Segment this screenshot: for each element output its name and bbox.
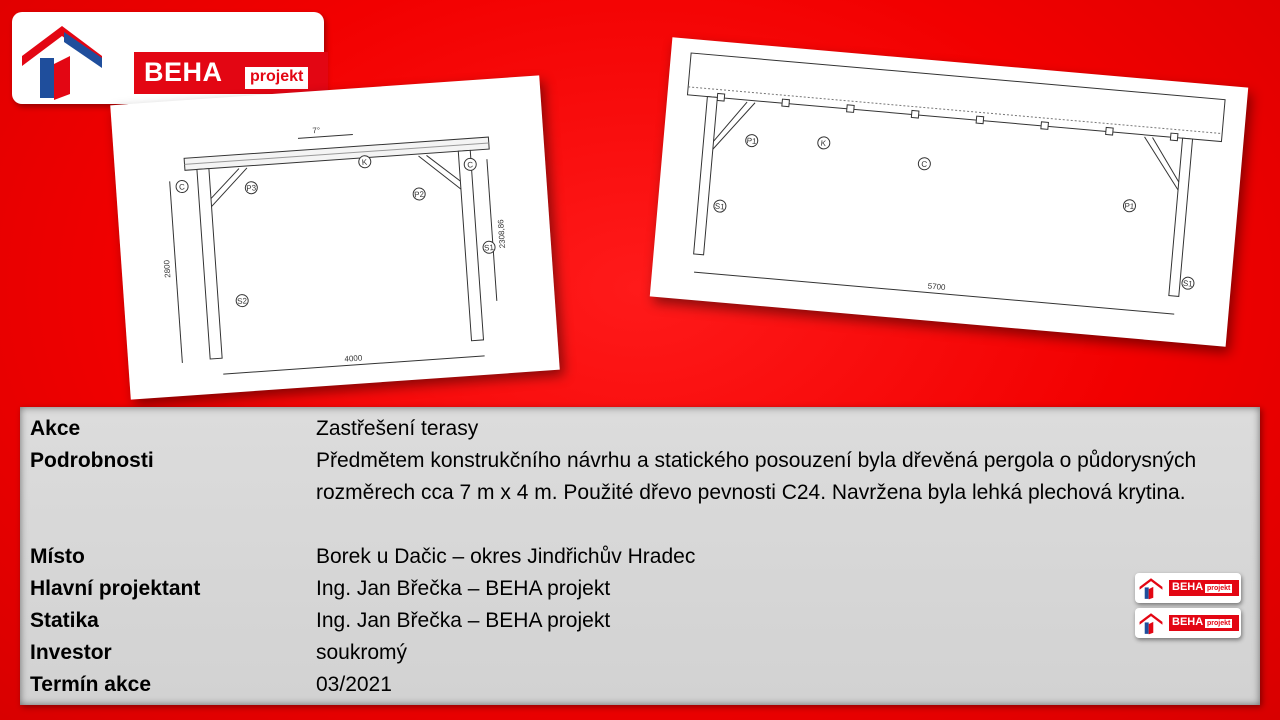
label-c-right: C [466,160,474,170]
row-label: Termín akce [30,673,152,696]
project-info-panel [20,407,1260,705]
label-s1: S1 [483,242,495,253]
side-label-s1-right: S1 [1182,278,1194,289]
side-label-p1-right: P1 [1124,201,1135,212]
row-label: Hlavní projektant [30,577,201,600]
row-label: Místo [30,545,85,568]
mini-brand-suffix: projekt [1207,620,1231,627]
slope-label: 7° [312,125,321,136]
side-label-s1-left: S1 [714,201,726,212]
brand-wordmark [134,52,328,94]
mini-logo-statika [1135,608,1241,638]
row-label: Investor [30,641,112,664]
house-logo-icon [1139,610,1163,636]
row-label: Statika [30,609,99,632]
label-s2: S2 [236,296,248,306]
row-value: soukromý [316,641,408,664]
mini-brand-suffix: projekt [1207,585,1231,592]
row-label: Podrobnosti [30,449,154,472]
pergola-front-drawing [110,75,560,399]
brand-name: BEHA [144,57,223,87]
side-label-c: C [920,159,928,169]
brand-suffix: projekt [245,67,308,89]
row-value: 03/2021 [316,673,392,696]
label-k: K [361,157,368,167]
row-value: Ing. Jan Břečka – BEHA projekt [316,609,611,632]
mini-logo-projektant [1135,573,1241,603]
side-label-k: K [820,138,827,149]
house-logo-icon [20,18,104,102]
inner-height-dimension: 2308,86 [496,219,508,249]
label-c-left: C [178,182,186,192]
mini-brand-name: BEHA [1172,581,1204,593]
width-dimension: 4000 [344,353,363,364]
label-p3: P3 [246,183,257,194]
side-label-p1-left: P1 [746,136,757,147]
mini-brand-name: BEHA [1172,616,1204,628]
house-logo-icon [1139,575,1163,601]
height-dimension: 2800 [162,259,173,279]
row-value: Předmětem konstrukčního návrhu a statického posouzení byla dřevěná pergola o půdorysných rozměrech cca 7 m x 4 m. Použité dřevo pevnosti C24. Navržena byla lehká plechová krytina. [316,449,1197,504]
length-dimension: 5700 [927,281,946,293]
pergola-side-drawing [650,37,1248,346]
label-p2: P2 [413,189,425,200]
company-logo-card [12,12,324,104]
row-value: Zastřešení terasy [316,417,479,440]
row-value: Borek u Dačic – okres Jindřichův Hradec [316,545,696,568]
row-label: Akce [30,417,81,440]
row-value: Ing. Jan Břečka – BEHA projekt [316,577,611,600]
